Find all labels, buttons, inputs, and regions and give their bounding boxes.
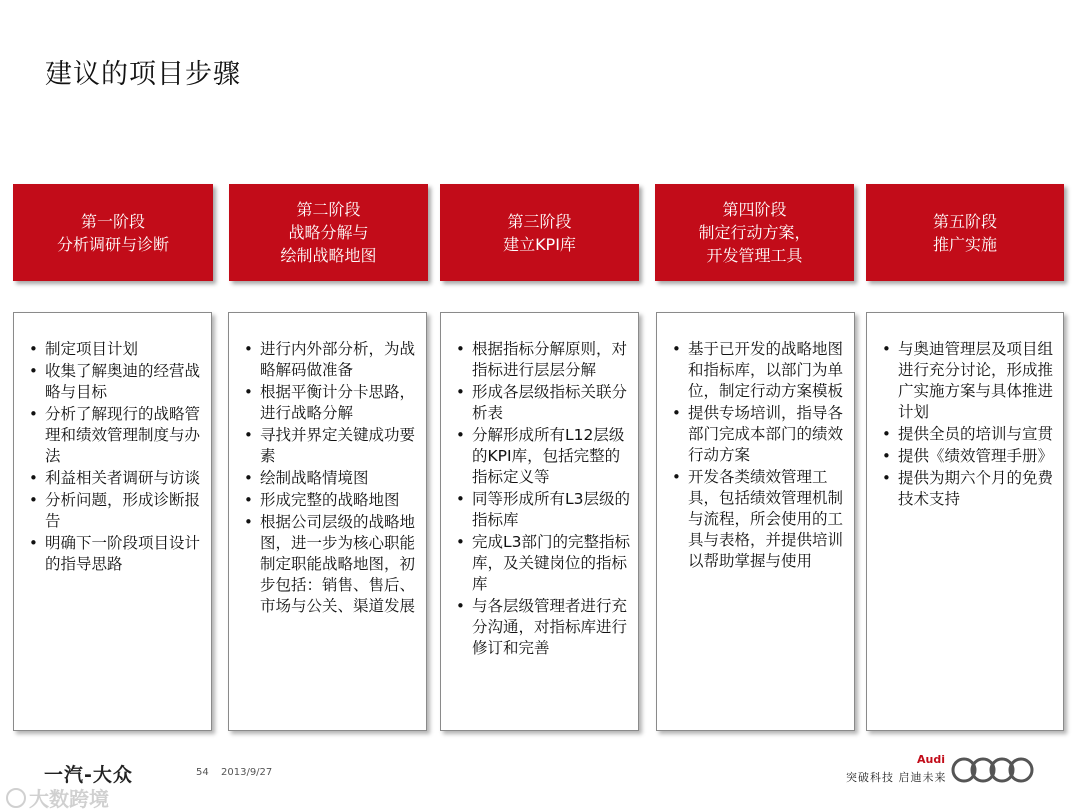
phase-2-list [229,313,426,617]
phase-1-header-line-2: 分析调研与诊断 [56,234,169,254]
phase-5-header [866,184,1064,281]
phase-2-item: • 根据平衡计分卡思路，进行战略分解 [260,382,418,424]
phase-1-item: • 制定项目计划 [45,339,203,360]
phase-2-item: • 寻找并界定关键成功要素 [260,425,418,467]
phase-1-item: • 分析了解现行的战略管理和绩效管理制度与办法 [45,404,203,467]
phase-3-header [440,184,639,281]
phase-4-header-line-3: 开发管理工具 [706,246,803,265]
phase-5-item: • 提供全员的培训与宣贯 [898,424,1055,445]
phase-5-box [866,312,1064,731]
footer-slogan: 突破科技 启迪未来 [846,771,947,784]
phase-1-item: • 分析问题，形成诊断报告 [45,490,203,532]
phase-3-header-line-2: 建立KPI库 [503,234,576,254]
phase-4-box [656,312,855,731]
phase-1-header-line-1: 第一阶段 [80,211,145,231]
phase-5-list [867,313,1063,510]
phase-1-item: • 明确下一阶段项目设计的指导思路 [45,533,203,575]
phase-4-item: • 开发各类绩效管理工具，包括绩效管理机制与流程，所会使用的工具与表格，并提供培训以帮助掌握与使用 [688,467,846,572]
phase-4-header-line-2: 制定行动方案， [698,223,811,242]
phase-5-item: • 提供《绩效管理手册》 [898,446,1055,467]
phase-3-header-line-1: 第三阶段 [507,211,572,231]
phase-3-item: • 根据指标分解原则，对指标进行层层分解 [472,339,630,381]
phase-1-list [14,313,211,575]
phase-1-item: • 利益相关者调研与访谈 [45,468,203,489]
phase-3-box [440,312,639,731]
phase-5-item: • 与奥迪管理层及项目组进行充分讨论，形成推广实施方案与具体推进计划 [898,339,1055,423]
phase-3-item: • 分解形成所有L12层级的KPI库，包括完整的指标定义等 [472,425,630,488]
phase-1-box [13,312,212,731]
phase-2-header [229,184,428,281]
phase-5-header-line-2: 推广实施 [932,234,997,254]
watermark [6,783,109,812]
phase-2-box [228,312,427,731]
watermark-text: 大数跨境 [29,787,109,811]
phase-2-item: • 绘制战略情境图 [260,468,418,489]
phase-2-item: • 进行内外部分析，为战略解码做准备 [260,339,418,381]
phase-2-header-line-3: 绘制战略地图 [280,246,377,265]
phase-5-item: • 提供为期六个月的免费技术支持 [898,468,1055,510]
phase-1-header [13,184,213,281]
page-title: 建议的项目步骤 [45,59,241,90]
watermark-icon [6,788,26,808]
phase-2-item: • 形成完整的战略地图 [260,490,418,511]
footer-date: 2013/9/27 [221,767,273,778]
phase-2-header-line-1: 第二阶段 [296,200,361,219]
phase-3-item: • 与各层级管理者进行充分沟通，对指标库进行修订和完善 [472,596,630,659]
audi-rings-icon [950,756,1036,784]
page-number: 54 [196,767,209,778]
phase-4-header-line-1: 第四阶段 [722,200,787,219]
faw-vw-logo: 一汽-大众 [44,764,133,786]
phase-5-header-line-1: 第五阶段 [932,211,997,231]
phase-4-item: • 基于已开发的战略地图和指标库，以部门为单位，制定行动方案模板 [688,339,846,402]
phase-4-list [657,313,854,572]
audi-wordmark: Audi [917,753,945,766]
phase-4-header [655,184,854,281]
phase-3-item: • 形成各层级指标关联分析表 [472,382,630,424]
phase-3-item: • 同等形成所有L3层级的指标库 [472,489,630,531]
phase-4-item: • 提供专场培训，指导各部门完成本部门的绩效行动方案 [688,403,846,466]
phase-1-item: • 收集了解奥迪的经营战略与目标 [45,361,203,403]
phase-3-item: • 完成L3部门的完整指标库，及关键岗位的指标库 [472,532,630,595]
phase-2-header-line-2: 战略分解与 [288,223,369,242]
phase-2-item: • 根据公司层级的战略地图，进一步为核心职能制定职能战略地图，初步包括：销售、售后、市场与公关、渠道发展 [260,512,418,617]
phase-3-list [441,313,638,659]
